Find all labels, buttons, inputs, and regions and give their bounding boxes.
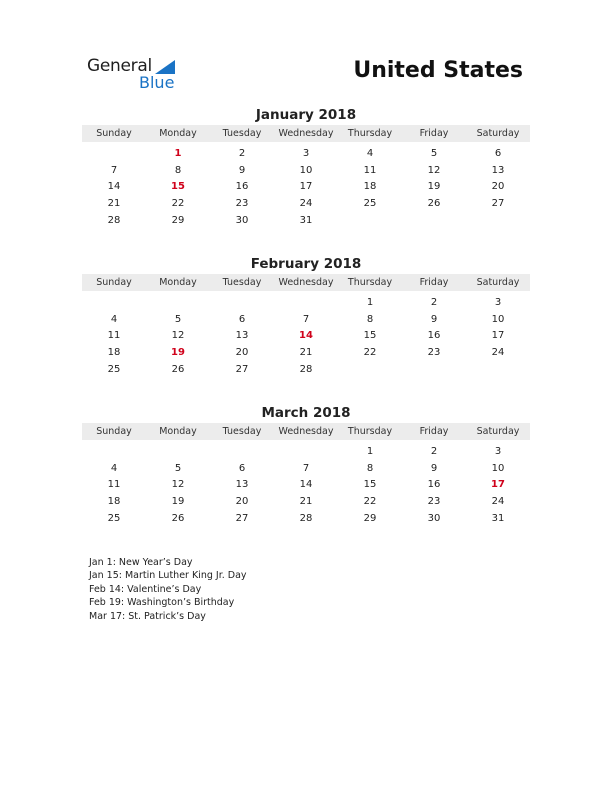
day-cell: 22: [363, 495, 377, 507]
weekday-header: [82, 423, 530, 440]
month-calendar: [82, 106, 530, 228]
day-cell: 2: [430, 296, 438, 308]
day-cell: 5: [174, 313, 182, 325]
day-cell: 25: [363, 197, 377, 209]
day-cell: 16: [427, 330, 441, 342]
day-cell: 22: [171, 197, 185, 209]
weekday-label: Sunday: [96, 426, 132, 437]
day-cell: 13: [491, 164, 505, 176]
day-cell: 7: [110, 164, 118, 176]
day-cell: 12: [171, 479, 185, 491]
weekday-label: Wednesday: [278, 277, 334, 288]
day-cell: 6: [494, 147, 502, 159]
day-cell: 14: [299, 479, 313, 491]
week-row: [82, 162, 530, 179]
month-title: February 2018: [250, 256, 362, 272]
day-cell: 21: [299, 495, 313, 507]
day-cell: 7: [302, 462, 310, 474]
weekday-header: [82, 274, 530, 291]
day-cell: 20: [235, 346, 249, 358]
day-cell: 23: [235, 197, 249, 209]
week-row: [82, 510, 530, 527]
day-cell: 15: [363, 479, 377, 491]
holiday-item: Mar 17: St. Patrick’s Day: [89, 610, 206, 622]
day-cell: 29: [363, 512, 377, 524]
logo-triangle-icon: [155, 60, 175, 74]
day-cell: 9: [430, 313, 438, 325]
day-cell: 6: [238, 462, 246, 474]
day-cell: 12: [171, 330, 185, 342]
weekday-label: Monday: [159, 128, 197, 139]
weekday-label: Tuesday: [222, 128, 262, 139]
day-cell: 5: [174, 462, 182, 474]
day-cell: 9: [238, 164, 246, 176]
week-row: [82, 493, 530, 510]
day-cell: 24: [491, 495, 505, 507]
day-cell: 7: [302, 313, 310, 325]
day-cell: 6: [238, 313, 246, 325]
weekday-label: Friday: [419, 128, 449, 139]
day-cell: 31: [299, 214, 313, 226]
day-cell: 4: [110, 313, 118, 325]
day-cell: 12: [427, 164, 441, 176]
day-cell: 13: [235, 330, 249, 342]
day-cell: 21: [299, 346, 313, 358]
day-cell: 18: [107, 495, 121, 507]
week-row: [82, 327, 530, 344]
page-title: United States: [353, 58, 523, 83]
day-cell: 19: [427, 181, 441, 193]
day-cell: 17: [299, 181, 313, 193]
day-cell: 24: [299, 197, 313, 209]
weekday-label: Tuesday: [222, 277, 262, 288]
holiday-item: Jan 1: New Year’s Day: [89, 557, 193, 568]
day-cell: 5: [430, 147, 438, 159]
day-cell: 20: [491, 181, 505, 193]
weekday-label: Friday: [419, 426, 449, 437]
weekday-label: Sunday: [96, 128, 132, 139]
holiday-list: [89, 556, 247, 623]
weekday-label: Monday: [159, 277, 197, 288]
day-cell: 23: [427, 495, 441, 507]
day-cell: 30: [235, 214, 249, 226]
day-cell: 18: [107, 346, 121, 358]
day-cell: 8: [174, 164, 182, 176]
day-cell: 16: [235, 181, 249, 193]
weekday-label: Tuesday: [222, 426, 262, 437]
weekday-label: Thursday: [347, 426, 393, 437]
day-cell: 4: [110, 462, 118, 474]
day-cell: 8: [366, 462, 374, 474]
day-cell: 1: [174, 147, 182, 159]
day-cell: 19: [171, 346, 185, 358]
month-title: March 2018: [261, 405, 351, 421]
month-calendar: [82, 255, 530, 377]
week-row: [82, 460, 530, 477]
day-cell: 21: [107, 197, 121, 209]
day-cell: 17: [491, 330, 505, 342]
day-cell: 15: [171, 181, 185, 193]
day-cell: 31: [491, 512, 505, 524]
weekday-label: Saturday: [476, 128, 520, 139]
day-cell: 28: [299, 363, 313, 375]
week-row: [82, 294, 530, 311]
day-cell: 25: [107, 363, 121, 375]
day-cell: 30: [427, 512, 441, 524]
week-row: [82, 212, 530, 229]
day-cell: 15: [363, 330, 377, 342]
day-cell: 29: [171, 214, 185, 226]
day-cell: 3: [302, 147, 310, 159]
day-cell: 1: [366, 296, 374, 308]
day-cell: 27: [491, 197, 505, 209]
weekday-label: Thursday: [347, 277, 393, 288]
month-calendar: [82, 404, 530, 526]
day-cell: 3: [494, 445, 502, 457]
day-cell: 18: [363, 181, 377, 193]
day-cell: 25: [107, 512, 121, 524]
day-cell: 26: [171, 512, 185, 524]
day-cell: 28: [299, 512, 313, 524]
day-cell: 24: [491, 346, 505, 358]
week-row: [82, 361, 530, 378]
week-row: [82, 311, 530, 328]
day-cell: 27: [235, 363, 249, 375]
weekday-label: Saturday: [476, 277, 520, 288]
day-cell: 1: [366, 445, 374, 457]
weekday-header: [82, 125, 530, 142]
weekday-label: Wednesday: [278, 426, 334, 437]
weekday-label: Saturday: [476, 426, 520, 437]
month-title: January 2018: [255, 107, 357, 123]
week-row: [82, 145, 530, 162]
day-cell: 14: [107, 181, 121, 193]
day-cell: 26: [427, 197, 441, 209]
day-cell: 20: [235, 495, 249, 507]
day-cell: 2: [430, 445, 438, 457]
day-cell: 2: [238, 147, 246, 159]
weekday-label: Thursday: [347, 128, 393, 139]
day-cell: 4: [366, 147, 374, 159]
weekday-label: Sunday: [96, 277, 132, 288]
week-row: [82, 195, 530, 212]
day-cell: 11: [363, 164, 377, 176]
day-cell: 22: [363, 346, 377, 358]
holiday-item: Feb 14: Valentine’s Day: [89, 583, 202, 595]
day-cell: 13: [235, 479, 249, 491]
day-cell: 10: [491, 462, 505, 474]
day-cell: 16: [427, 479, 441, 491]
weekday-label: Wednesday: [278, 128, 334, 139]
generalblue-logo: [87, 56, 197, 92]
day-cell: 19: [171, 495, 185, 507]
weekday-label: Monday: [159, 426, 197, 437]
day-cell: 17: [491, 479, 505, 491]
day-cell: 10: [299, 164, 313, 176]
holiday-item: Jan 15: Martin Luther King Jr. Day: [89, 570, 247, 582]
holiday-item: Feb 19: Washington’s Birthday: [89, 597, 235, 609]
week-row: [82, 178, 530, 195]
day-cell: 26: [171, 363, 185, 375]
day-cell: 11: [107, 479, 121, 491]
week-row: [82, 443, 530, 460]
day-cell: 23: [427, 346, 441, 358]
week-row: [82, 344, 530, 361]
day-cell: 9: [430, 462, 438, 474]
logo-general-text: General: [87, 56, 152, 76]
logo-blue-text: Blue: [139, 73, 175, 92]
day-cell: 3: [494, 296, 502, 308]
day-cell: 14: [299, 330, 313, 342]
day-cell: 11: [107, 330, 121, 342]
weekday-label: Friday: [419, 277, 449, 288]
day-cell: 8: [366, 313, 374, 325]
day-cell: 10: [491, 313, 505, 325]
week-row: [82, 476, 530, 493]
day-cell: 27: [235, 512, 249, 524]
day-cell: 28: [107, 214, 121, 226]
